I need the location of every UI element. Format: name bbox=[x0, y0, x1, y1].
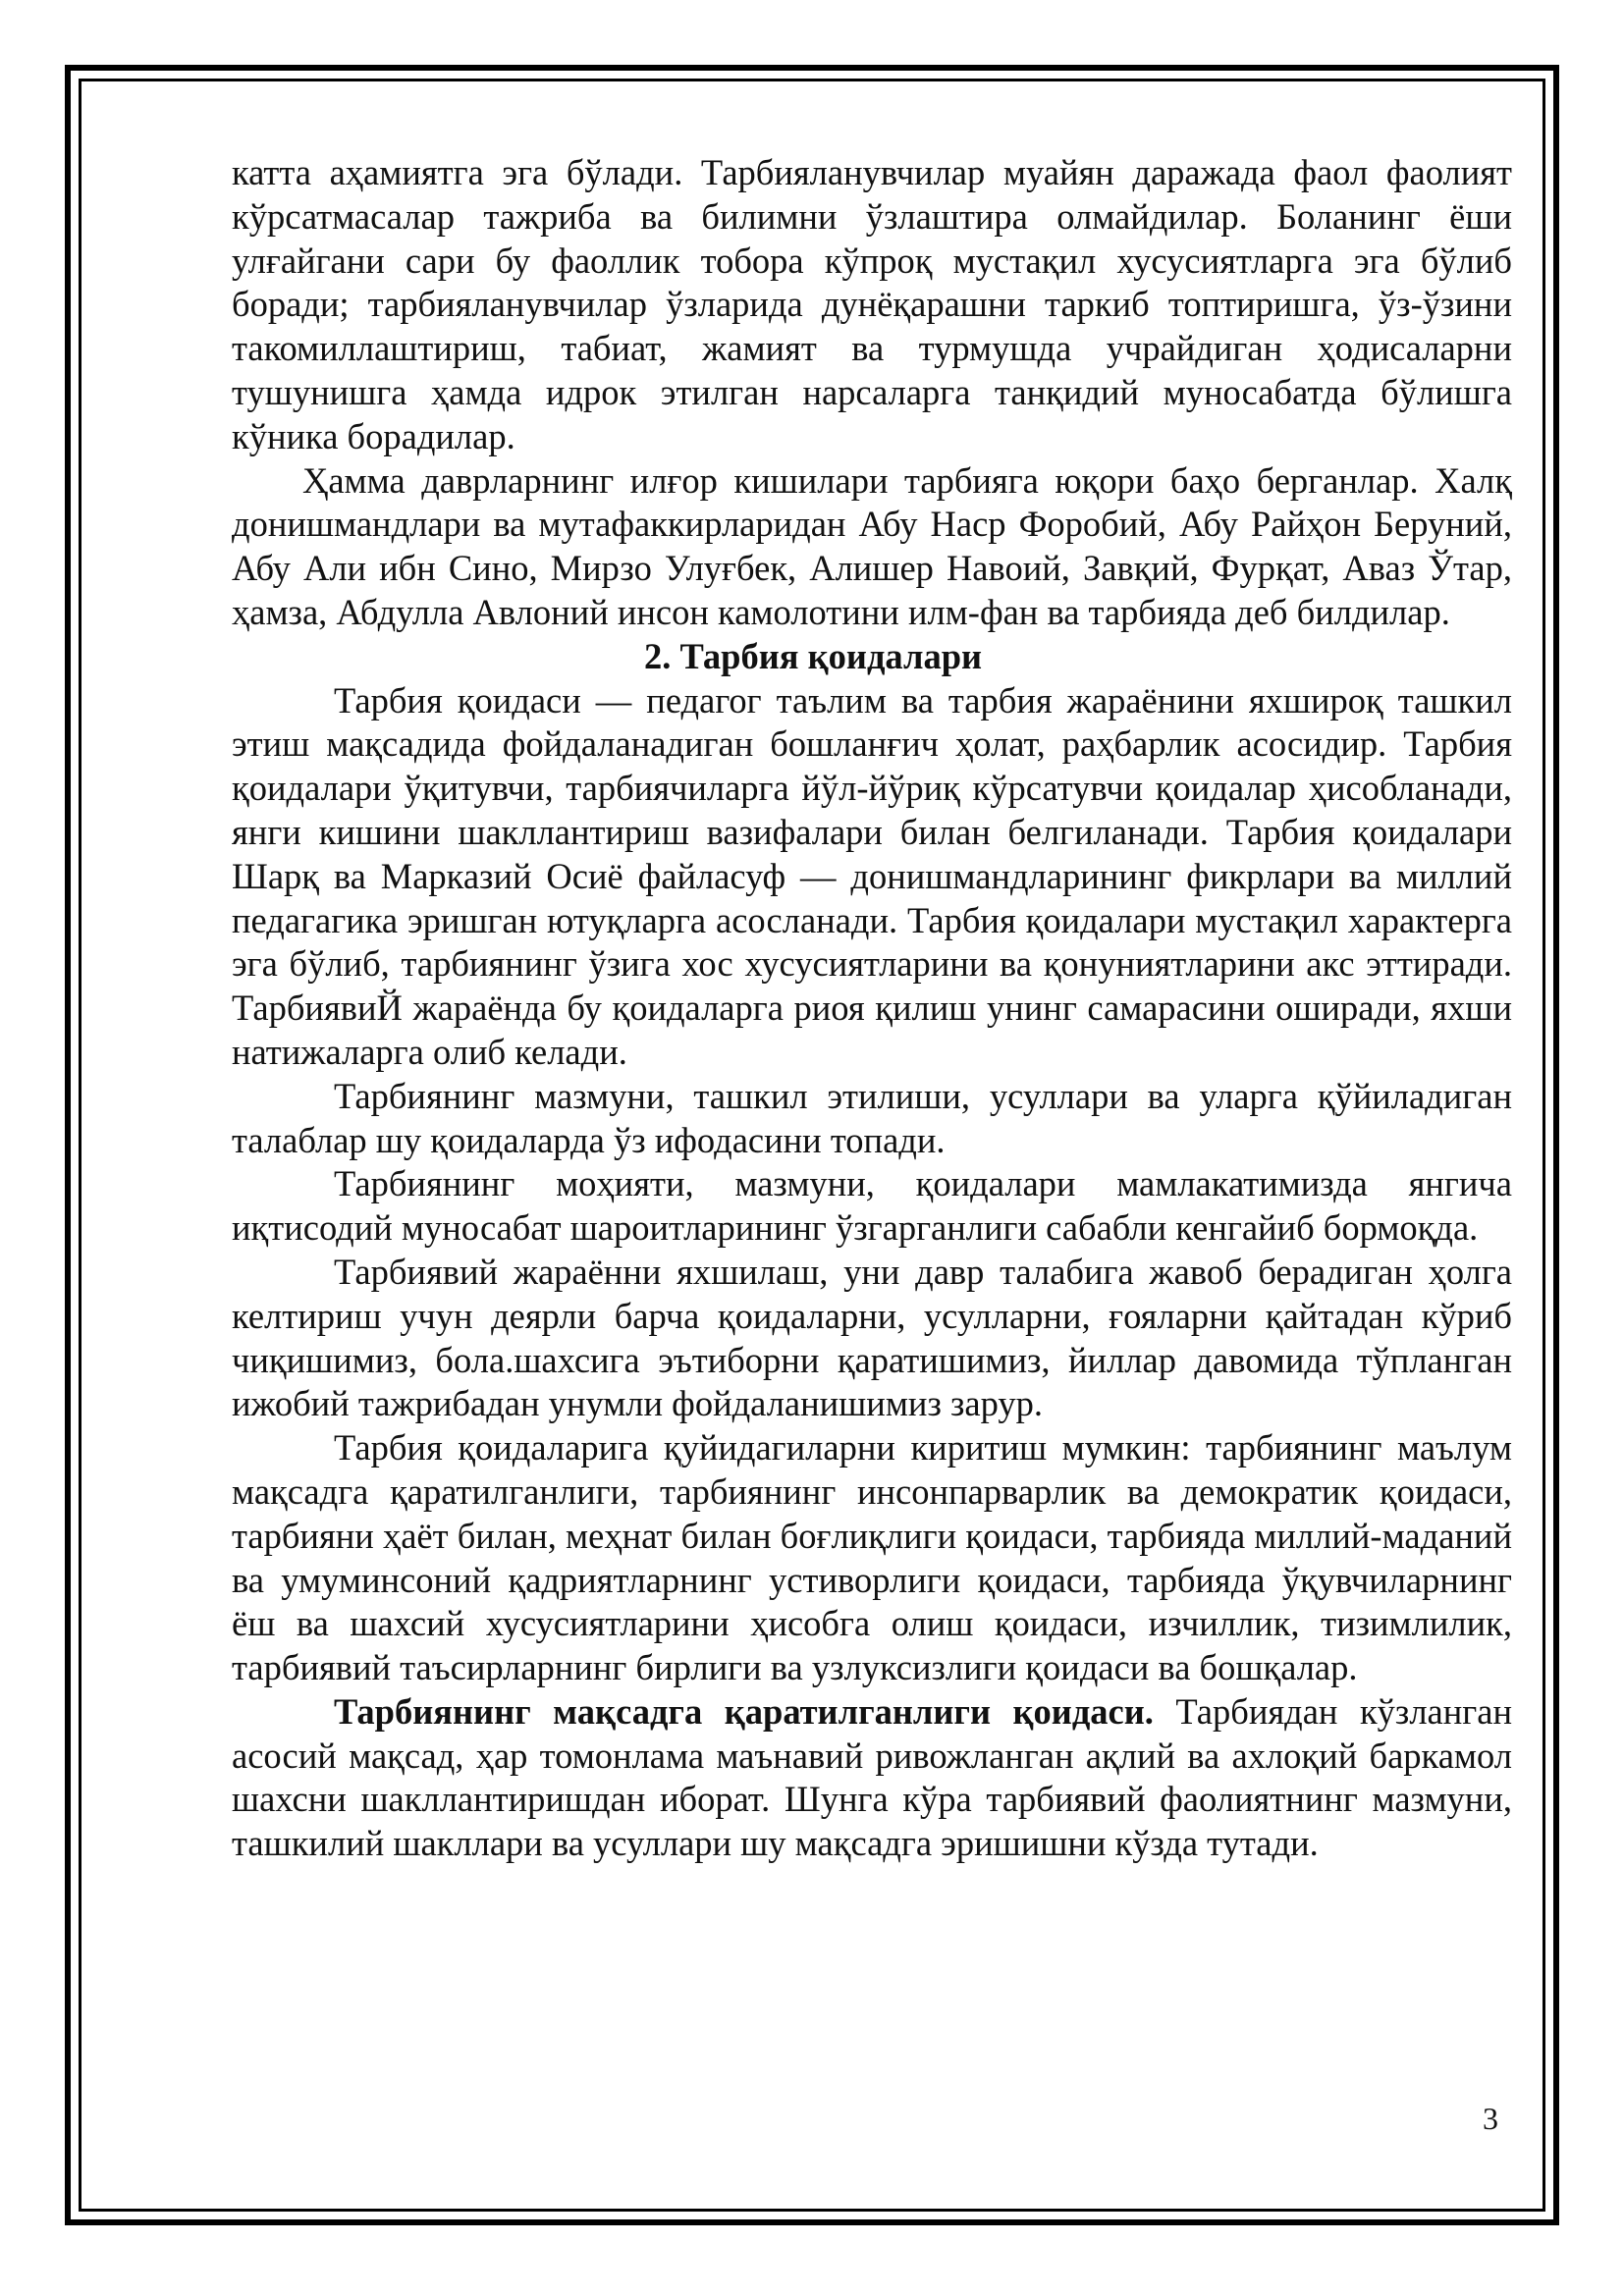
paragraph: Тарбиянинг моҳияти, мазмуни, қоидалари мамлакатимизда янгича иқтисодий муносабат шароитларининг ўзгарганлиги сабабли кенгайиб бормоқда. bbox=[232, 1163, 1512, 1249]
paragraph: Тарбия қоидаларига қуйидагиларни киритиш мумкин: тарбиянинг маълум мақсадга қаратилганлиги, тарбиянинг инсонпарварлик ва демократик қоидаси, тарбияни ҳаёт билан, меҳнат билан боғлиқлиги қоидаси, тарбияда миллий-маданий ва умуминсоний қадриятларнинг устиворлиги қоидаси, тарбияда ўқувчиларнинг ёш ва шахсий хусусиятларини ҳисобга олиш қоидаси, изчиллик, тизимлилик, тарбиявий таъсирларнинг бирлиги ва узлуксизлиги қоидаси ва бошқалар. bbox=[232, 1427, 1512, 1688]
bold-lead: Тарбиянинг мақсадга қаратилганлиги қоидаси. bbox=[334, 1690, 1154, 1732]
section-heading: 2. Тарбия қоидалари bbox=[644, 635, 983, 676]
paragraph: катта аҳамиятга эга бўлади. Тарбияланувчилар муайян даражада фаол фаолият кўрсатмасалар тажриба ва билимни ўзлаштира олмайдилар. Боланинг ёши улғайгани сари бу фаоллик тобора кўпроқ мустақил хусусиятларга эга бўлиб боради; тарбияланувчилар ўзларида дунёқарашни таркиб топтиришга, ўз-ўзини такомиллаштириш, табиат, жамият ва турмушда учрайдиган ҳодисаларни тушунишга ҳамда идрок этилган нарсаларга танқидий муносабатда бўлишга кўника борадилар. bbox=[232, 152, 1512, 456]
paragraph-final bbox=[232, 1690, 1512, 1866]
paragraph: Ҳамма даврларнинг илғор кишилари тарбияга юқори баҳо берганлар. Халқ донишмандлари ва мутафаккирларидан Абу Наср Форобий, Абу Райҳон Беруний, Абу Али ибн Сино, Мирзо Улуғбек, Алишер Навоий, Завқий, Фурқат, Аваз Ўтар, ҳамза, Абдулла Авлоний инсон камолотини илм-фан ва тарбияда деб билдилар. bbox=[232, 459, 1512, 632]
paragraph: Тарбия қоидаси — педагог таълим ва тарбия жараёнини яхшироқ ташкил этиш мақсадида фойдаланадиган бошланғич ҳолат, раҳбарлик асосидир. Тарбия қоидалари ўқитувчи, тарбиячиларга йўл-йўриқ кўрсатувчи қоидалар ҳисобланади, янги кишини шакллантириш вазифалари билан белгиланади. Тарбия қоидалари Шарқ ва Марказий Осиё файласуф — донишмандларининг фикрлари ва миллий педагагика эришган ютуқларга асосланади. Тарбия қоидалари мустақил характерга эга бўлиб, тарбиянинг ўзига хос хусусиятларини ва қонуниятларини акс эттиради. ТарбиявиЙ жараёнда бу қоидаларга риоя қилиш унинг самарасини оширади, яхши натижаларга олиб келади. bbox=[232, 679, 1512, 1072]
paragraph: Тарбиянинг мазмуни, ташкил этилиши, усуллари ва уларга қўйиладиган талаблар шу қоидаларда ўз ифодасини топади. bbox=[232, 1075, 1512, 1160]
document-body bbox=[232, 151, 1512, 1866]
paragraph-text: Тарбиядан кўзланган асосий мақсад, ҳар томонлама маънавий ривожланган ақлий ва ахлоқий баркамол шахсни шакллантиришдан иборат. Шунга кўра тарбиявий фаолиятнинг мазмуни, ташкилий шакллари ва усуллари шу мақсадга эришишни кўзда тутади. bbox=[232, 1690, 1512, 1864]
paragraph: Тарбиявий жараённи яхшилаш, уни давр талабига жавоб берадиган ҳолга келтириш учун деярли барча қоидаларни, усулларни, ғояларни қайтадан кўриб чиқишимиз, бола.шахсига эътиборни қаратишимиз, йиллар давомида тўпланган ижобий тажрибадан унумли фойдаланишимиз зарур. bbox=[232, 1251, 1512, 1424]
page-number: 3 bbox=[1483, 2101, 1498, 2136]
